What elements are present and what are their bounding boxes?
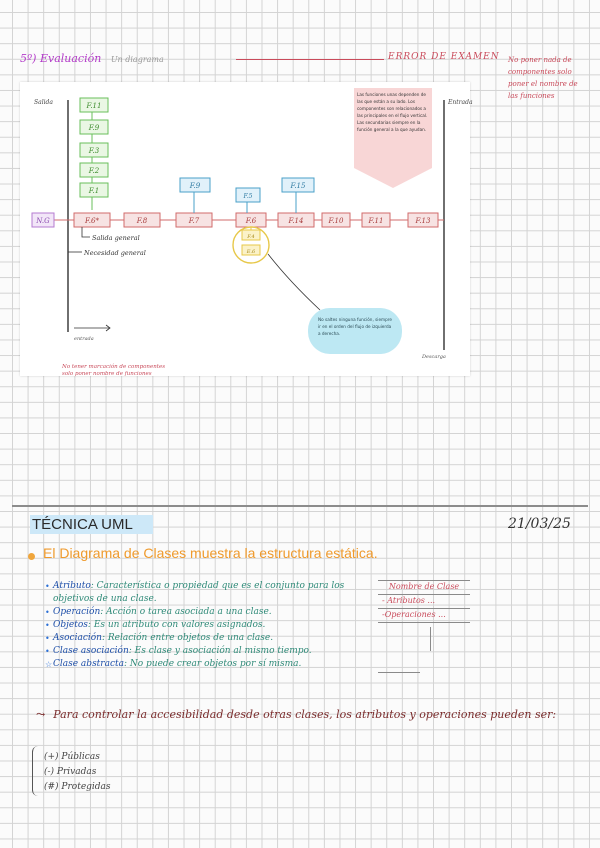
svg-text:F.1: F.1 [88, 187, 100, 195]
upper-box-f5 [236, 188, 260, 202]
uml-title: TÉCNICA UML [30, 515, 153, 534]
svg-text:F.10: F.10 [328, 217, 344, 225]
svg-text:F.9: F.9 [189, 182, 201, 190]
top-divider [236, 59, 384, 60]
bullet-dot-icon [28, 553, 35, 560]
svg-text:F.15: F.15 [290, 182, 306, 190]
definition-term: Clase asociación [53, 646, 129, 656]
svg-text:F.4: F.4 [247, 234, 255, 240]
definition-term: Clase abstracta [53, 659, 124, 669]
red-note-1: No tener marcación de componentes [62, 364, 166, 370]
bubble-note-text: No saltes ninguna función, siempre ir en el orden del flujo de izquierda a derecha. [318, 317, 392, 336]
top-heading [20, 52, 164, 65]
pink-note-text: Las funciones unas dependen de las que están a su lado. Los componentes son relacionados a las principales en el flujo vertical. Las secundarias siempre en la función general a la que ayudan. [357, 92, 428, 132]
class-attributes-row: - Atributos ... [378, 595, 470, 609]
class-box-connector [430, 627, 431, 651]
definition-clase-abstracta [45, 658, 375, 671]
class-box-foot-line [378, 672, 420, 673]
star-icon: ☆ [45, 660, 53, 669]
access-private: (-) Privadas [44, 767, 97, 777]
chain-box-f6-star [74, 213, 110, 227]
chain-box-f7 [176, 213, 212, 227]
definition-asociacion [45, 632, 375, 645]
definition-term: Asociación [53, 633, 102, 643]
chain-box-ng [32, 213, 54, 227]
error-label: ERROR DE EXAMEN [388, 52, 500, 62]
side-note: No poner nada de componentes solo poner el nombre de las funciones [508, 56, 578, 100]
right-border-label: Entrada [448, 99, 473, 106]
svg-text:F.8: F.8 [136, 217, 148, 225]
definition-term: Operación [53, 607, 101, 617]
bubble-note [308, 308, 402, 354]
chain-box-f8 [124, 213, 160, 227]
definition-desc: : Es clase y asociación al mismo tiempo. [128, 646, 312, 656]
top-heading-sub: Un diagrama [110, 55, 164, 64]
upper-box-f15 [282, 178, 314, 192]
upper-box-f9 [180, 178, 210, 192]
chain-box-f13 [408, 213, 438, 227]
chain-box-f14 [278, 213, 314, 227]
uml-class-box [378, 580, 470, 623]
section-divider [12, 505, 588, 507]
access-public: (+) Públicas [44, 752, 100, 762]
stack-box-5 [80, 183, 108, 197]
top-heading-title: 5º) Evaluación [20, 52, 102, 65]
svg-text:F.11: F.11 [86, 102, 102, 110]
definition-term: Objetos [53, 620, 88, 630]
definition-clase-asociacion [45, 645, 375, 658]
bottom-left-label: entrada [74, 336, 94, 342]
access-intro [36, 708, 571, 722]
access-intro-text: Para controlar la accesibilidad desde otras clases, los atributos y operaciones pueden ser: [53, 708, 557, 721]
access-list [44, 750, 111, 795]
definition-atributo [45, 580, 375, 606]
bullet-icon: • [45, 621, 50, 630]
left-border-label: Salida [34, 99, 53, 106]
annot-necesidad-general: Necesidad general [84, 249, 146, 257]
annot-bracket-1 [82, 227, 90, 237]
svg-text:N.G: N.G [36, 217, 50, 225]
access-protected: (#) Protegidas [44, 782, 111, 792]
definition-desc: : Acción o tarea asociada a una clase. [100, 607, 272, 617]
svg-text:E.6: E.6 [246, 249, 256, 255]
svg-text:F.11: F.11 [368, 217, 384, 225]
bullet-icon: • [45, 634, 50, 643]
definition-list [45, 580, 375, 671]
class-operations-row: -Operaciones ... [378, 609, 470, 623]
definition-desc: : Relación entre objetos de una clase. [101, 633, 274, 643]
svg-text:F.9: F.9 [88, 124, 100, 132]
definition-term: Atributo [53, 581, 91, 591]
annot-salida-general: Salida general [92, 234, 140, 242]
red-note-2: solo poner nombre de funciones [62, 371, 152, 377]
brace-icon [32, 746, 43, 796]
bullet-icon: • [45, 647, 50, 656]
bullet-icon: • [45, 608, 50, 617]
svg-text:F.5: F.5 [243, 193, 253, 200]
chain-box-f11 [362, 213, 390, 227]
pink-note [354, 88, 432, 188]
uml-main-bullet: El Diagrama de Clases muestra la estructura estática. [43, 545, 378, 561]
svg-text:F.6: F.6 [245, 217, 257, 225]
bullet-icon: • [45, 582, 50, 591]
uml-date: 21/03/25 [508, 516, 571, 532]
stack-box-1 [80, 98, 108, 112]
stack-box-3 [80, 143, 108, 157]
class-name-row: Nombre de Clase [378, 580, 470, 595]
function-diagram [20, 82, 473, 377]
svg-text:F.2: F.2 [88, 167, 100, 175]
stack-box-2 [80, 120, 108, 134]
bottom-right-label: Descarga [422, 354, 446, 360]
definition-desc: : Característica o propiedad que es el conjunto para los objetivos de una clase. [53, 581, 345, 604]
definition-operacion [45, 606, 375, 619]
chain-box-f6 [236, 213, 266, 227]
definition-desc: : No puede crear objetos por sí misma. [124, 659, 302, 669]
svg-text:F.7: F.7 [188, 217, 200, 225]
squiggle-arrow-icon: ⤳ [36, 708, 46, 721]
definition-desc: : Es un atributo con valores asignados. [87, 620, 266, 630]
definition-objetos [45, 619, 375, 632]
bubble-pointer [268, 254, 320, 310]
stack-box-4 [80, 163, 108, 177]
svg-text:F.13: F.13 [415, 217, 431, 225]
small-box-e6 [242, 245, 260, 255]
svg-text:F.6*: F.6* [85, 217, 99, 225]
small-box-f4 [242, 230, 260, 240]
chain-box-f10 [322, 213, 350, 227]
svg-text:F.3: F.3 [88, 147, 100, 155]
svg-text:F.14: F.14 [288, 217, 304, 225]
